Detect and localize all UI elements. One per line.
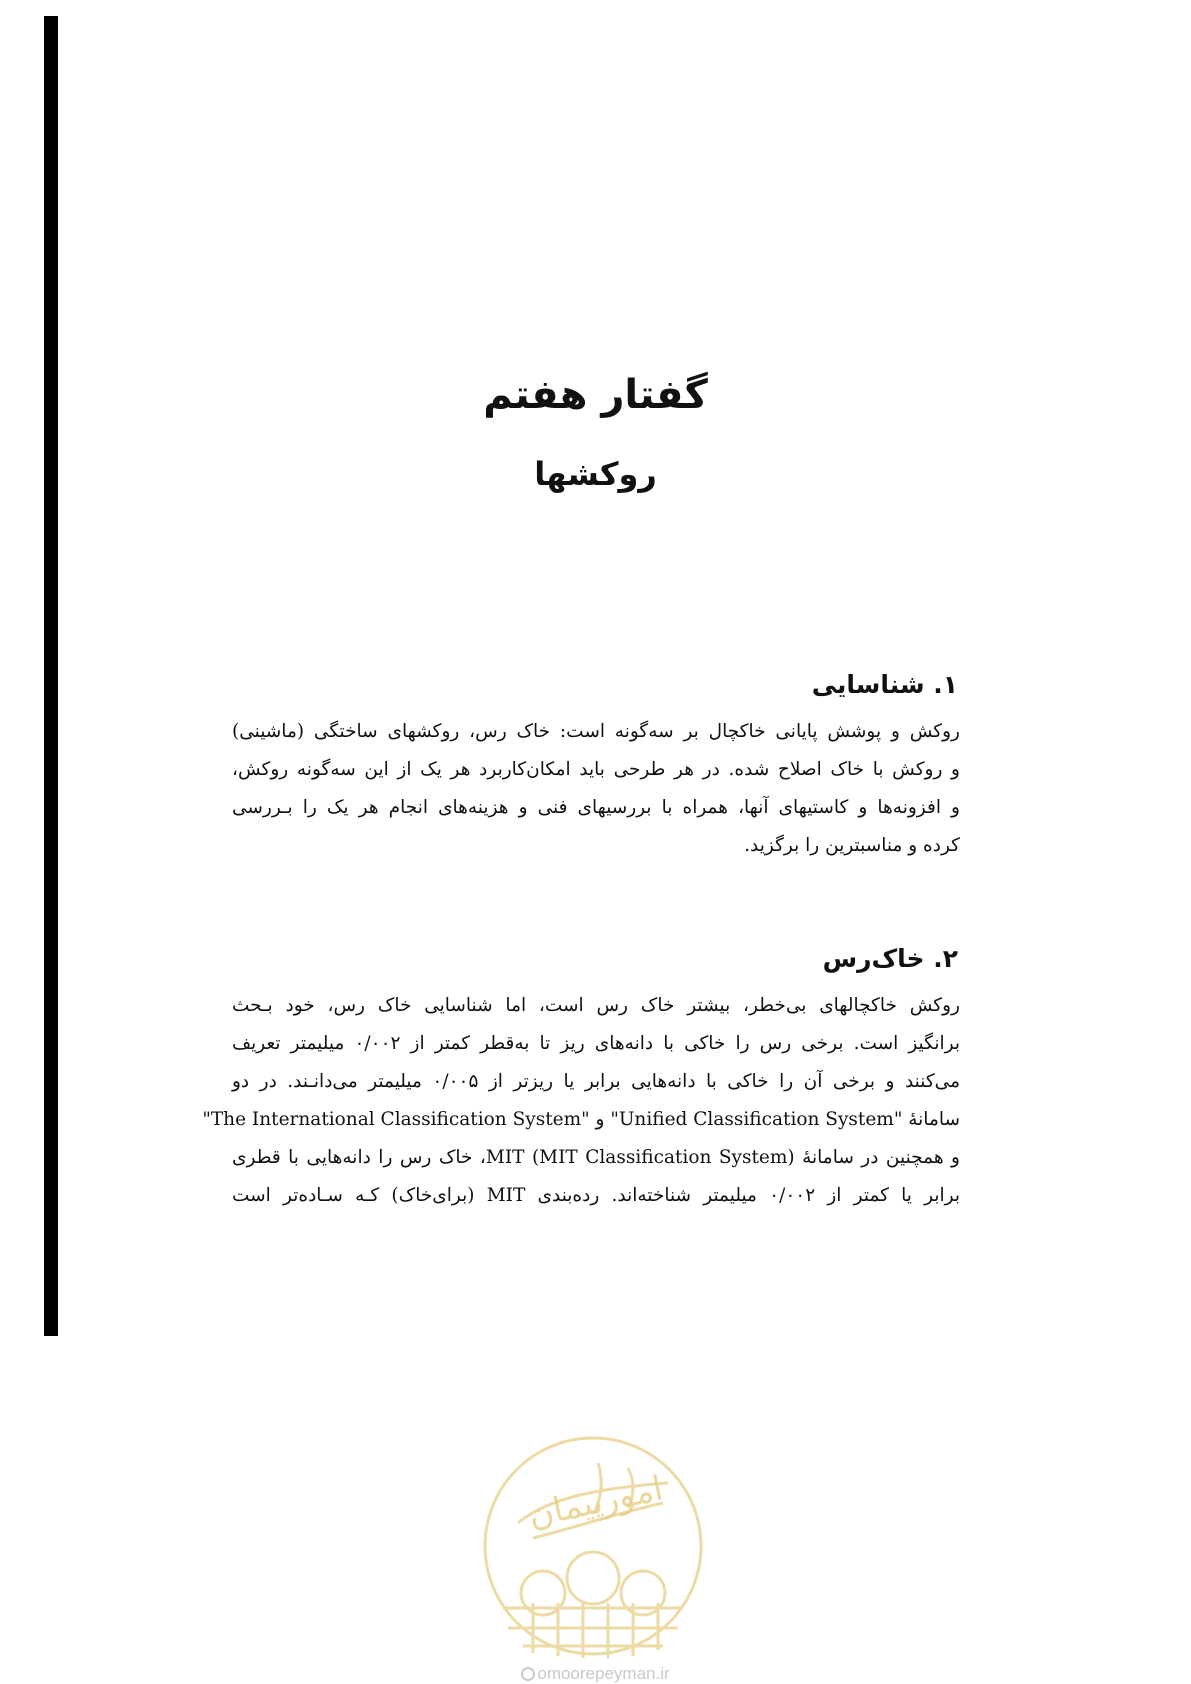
section-clay [202, 944, 960, 1215]
paragraph-line: برابر یا کمتر از ۰/۰۰۲ میلیمتر شناخته‌اند. رده‌بندی MIT (برای‌خاک) کـه سـاده‌تر است [232, 1185, 960, 1206]
paragraph-line: روکش و پوشش پایانی خاکچال بر سه‌گونه است: خاک رس، روکشهای ساختگی (ماشینی) [232, 721, 960, 742]
watermark-site-text: omoorepeyman.ir [537, 1664, 670, 1683]
paragraph-line: برانگیز است. برخی رس را خاکی با دانه‌های ریز تا به‌قطر کمتر از ۰/۰۰۲ میلیمتر تعریف [232, 1033, 960, 1054]
section-heading: ۱. شناسایی [811, 670, 958, 699]
scan-edge-bar [44, 16, 58, 1336]
paragraph-line: سامانهٔ "Unified Classification System" و "The International Classification System" [202, 1109, 960, 1130]
watermark-logo [478, 1428, 708, 1658]
watermark-site [0, 1664, 1191, 1684]
paragraph-line: کرده و مناسبترین را برگزید. [744, 835, 960, 856]
globe-icon [521, 1667, 535, 1681]
paragraph-line: و همچنین در سامانهٔ MIT (MIT Classification System)، خاک رس را دانه‌هایی با قطری [232, 1147, 960, 1168]
paragraph-line: و روکش با خاک اصلاح شده. در هر طرحی باید امکان‌کاربرد هر یک از این سه‌گونه روکش، [232, 759, 960, 780]
paragraph-line: و افزونه‌ها و کاستیهای آنها، همراه با بررسیهای فنی و هزینه‌های انجام هر یک را بـررسی [232, 797, 960, 818]
section-introduction [232, 670, 960, 865]
paragraph-line: می‌کنند و برخی آن را خاکی با دانه‌هایی برابر یا ریزتر از ۰/۰۰۵ میلیمتر می‌دانـند. در دو [232, 1071, 960, 1092]
chapter-subtitle: روکشها [534, 455, 657, 493]
section-heading: ۲. خاک‌رس [822, 944, 958, 973]
chapter-title: گفتار هفتم [483, 372, 708, 418]
paragraph-line: روکش خاکچالهای بی‌خطر، بیشتر خاک رس است، اما شناسایی خاک رس، خود بـحث [232, 995, 960, 1016]
watermark-logo-text: امورپیمان [524, 1468, 667, 1536]
